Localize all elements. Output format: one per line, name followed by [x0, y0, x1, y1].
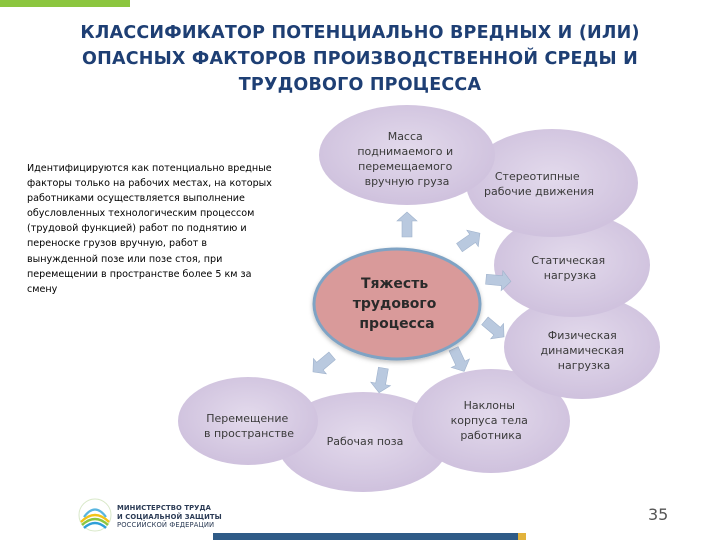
node-dynamic-label-2: динамическая — [540, 344, 624, 357]
node-static-label-2: нагрузка — [543, 269, 597, 282]
ministry-logo — [78, 498, 112, 532]
node-work-posture-label: Рабочая поза — [326, 435, 404, 448]
title-line-3: ТРУДОВОГО ПРОЦЕССА — [238, 75, 482, 95]
node-movement-label-1: Перемещение — [206, 412, 289, 425]
bottom-bar — [213, 533, 518, 540]
node-movement-label-2: в пространстве — [204, 427, 294, 440]
node-bending-label-1: Наклоны — [463, 399, 515, 412]
description-text: Идентифицируются как потенциально вредные факторы только на рабочих местах, на которых работниками осуществляется выполнение обусловленных технологическим процессом (трудовой функцией) работ по поднятию и переноске грузов вручную, работ в вынужденной позе или позе стоя, при перемещении в пространстве более 5 км за смену — [27, 163, 272, 295]
node-bending-label-3: работника — [460, 429, 522, 442]
center-label-line-2: трудового — [352, 296, 437, 312]
ministry-line-2: И СОЦИАЛЬНОЙ ЗАЩИТЫ — [117, 512, 222, 521]
node-cargo-mass-label-3: перемещаемого — [358, 160, 453, 173]
node-cargo-mass-label-1: Масса — [387, 130, 423, 143]
center-label-line-3: процесса — [359, 316, 435, 332]
node-dynamic-label-1: Физическая — [547, 329, 617, 342]
node-stereotyped-label-2: рабочие движения — [483, 185, 595, 198]
svg-text:Тяжесть трудового проц — [353, 276, 441, 332]
bottom-gold-accent — [518, 533, 526, 540]
svg-text:Рабочая поза — [327, 435, 404, 448]
arrow-to-cargo-mass — [397, 212, 417, 237]
arrow-to-stereotyped — [454, 225, 486, 256]
arrow-to-work-posture — [369, 366, 393, 394]
title-line-2: ОПАСНЫХ ФАКТОРОВ ПРОИЗВОДСТВЕННОЙ СРЕДЫ И — [82, 49, 638, 69]
node-cargo-mass-label-4: вручную груза — [364, 175, 450, 188]
arrow-to-bending — [445, 345, 474, 376]
node-cargo-mass-label-2: поднимаемого и — [357, 145, 454, 158]
node-stereotyped-label-1: Стереотипные — [494, 170, 580, 183]
ministry-line-3: РОССИЙСКОЙ ФЕДЕРАЦИИ — [117, 521, 215, 530]
node-static-label-1: Статическая — [531, 254, 606, 267]
title-line-1: КЛАССИФИКАТОР ПОТЕНЦИАЛЬНО ВРЕДНЫХ И (ИЛИ) — [80, 23, 640, 43]
node-dynamic-label-3: нагрузка — [557, 359, 611, 372]
arrow-to-movement — [307, 348, 339, 379]
node-bending-label-2: корпуса тела — [450, 414, 528, 427]
page-number: 35 — [648, 505, 669, 524]
ministry-name — [117, 504, 222, 530]
center-label-line-1: Тяжесть — [360, 276, 429, 292]
ministry-line-1: МИНИСТЕРСТВО ТРУДА — [117, 504, 211, 512]
